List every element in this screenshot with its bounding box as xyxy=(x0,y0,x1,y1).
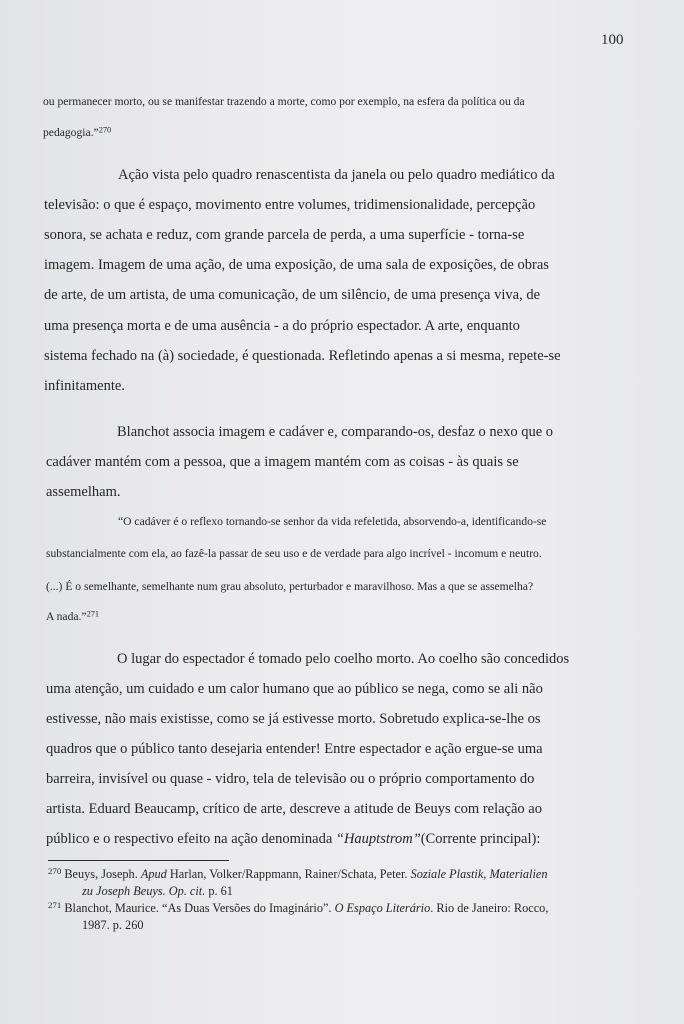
footnote-number: 270 xyxy=(48,866,62,877)
footnote-271 xyxy=(48,901,548,916)
paragraph-line: cadáver mantém com a pessoa, que a imagem mantém com as coisas - às quais se xyxy=(46,454,519,470)
quote-line: (...) É o semelhante, semelhante num grau absoluto, perturbador e maravilhoso. Mas a que se assemelha? xyxy=(46,580,534,593)
footnote-271-line2: 1987. p. 260 xyxy=(82,918,144,932)
quote-text: pedagogia.” xyxy=(43,126,99,139)
paragraph-text: público e o respectivo efeito na ação denominada xyxy=(46,831,336,847)
footnote-italic: Apud xyxy=(140,867,167,881)
paragraph-line: quadros que o público tanto desejaria entender! Entre espectador e ação ergue-se uma xyxy=(46,741,543,757)
paragraph-line: uma presença morta e de uma ausência - a do próprio espectador. A arte, enquanto xyxy=(44,318,520,334)
paragraph-line: uma atenção, um cuidado e um calor humano que ao público se nega, como se ali não xyxy=(46,681,543,697)
quote-line xyxy=(43,126,111,139)
paragraph-line: Blanchot associa imagem e cadáver e, comparando-os, desfaz o nexo que o xyxy=(117,424,554,440)
quote-line xyxy=(46,610,99,623)
paragraph-line: sistema fechado na (à) sociedade, é questionada. Refletindo apenas a si mesma, repete-se xyxy=(44,348,561,364)
paragraph-line: de arte, de um artista, de uma comunicação, de um silêncio, de uma presença viva, de xyxy=(44,287,541,303)
footnote-text: . Rio de Janeiro: Rocco, xyxy=(430,901,549,915)
footnote-text: Harlan, Volker/Rappmann, Rainer/Schata, Peter. xyxy=(166,867,411,881)
quote-line: ou permanecer morto, ou se manifestar trazendo a morte, como por exemplo, na esfera da política ou da xyxy=(43,95,525,108)
paragraph-line: O lugar do espectador é tomado pelo coelho morto. Ao coelho são concedidos xyxy=(117,651,570,667)
page-number: 100 xyxy=(601,32,624,48)
title-italic: “Hauptstrom” xyxy=(335,831,421,847)
footnote-text: Beuys, Joseph. xyxy=(64,867,141,881)
paragraph-line: Ação vista pelo quadro renascentista da janela ou pelo quadro mediático da xyxy=(118,167,555,183)
paragraph-line: televisão: o que é espaço, movimento entre volumes, tridimensionalidade, percepção xyxy=(44,197,536,213)
paragraph-line: imagem. Imagem de uma ação, de uma exposição, de uma sala de exposições, de obras xyxy=(44,257,549,273)
footnote-ref-271: 271 xyxy=(86,609,100,619)
paragraph-line xyxy=(46,831,540,848)
quote-text: A nada.” xyxy=(46,610,87,623)
footnote-divider xyxy=(48,860,229,861)
footnote-ref-270: 270 xyxy=(98,125,112,135)
paragraph-line: estivesse, não mais existisse, como se já estivesse morto. Sobretudo explica-se-lhe os xyxy=(46,711,541,727)
footnote-number: 271 xyxy=(48,900,62,911)
paragraph-line: artista. Eduard Beaucamp, crítico de arte, descreve a atitude de Beuys com relação ao xyxy=(46,801,542,817)
paragraph-line: sonora, se achata e reduz, com grande parcela de perda, a uma superfície - torna-se xyxy=(44,227,525,243)
paragraph-line: barreira, invisível ou quase - vidro, tela de televisão ou o próprio comportamento do xyxy=(46,771,535,787)
paragraph-line: assemelham. xyxy=(46,484,121,500)
footnote-italic: zu Joseph Beuys. Op. cit. xyxy=(82,884,206,898)
paragraph-line: infinitamente. xyxy=(44,378,125,394)
footnote-italic: Soziale Plastik, Materialien xyxy=(410,867,548,881)
footnote-text: p. 61 xyxy=(205,884,233,898)
footnote-270 xyxy=(48,867,548,882)
footnote-italic: O Espaço Literário xyxy=(334,901,431,915)
footnote-270-line2 xyxy=(82,884,233,899)
footnote-text: Blanchot, Maurice. “As Duas Versões do Imaginário”. xyxy=(64,901,335,915)
quote-line: substancialmente com ela, ao fazê-la passar de seu uso e de verdade para algo incrível - incomum e neutro. xyxy=(46,547,542,560)
paragraph-text: (Corrente principal): xyxy=(420,831,541,847)
quote-line: “O cadáver é o reflexo tornando-se senhor da vida refeletida, absorvendo-a, identificando-se xyxy=(118,515,547,528)
